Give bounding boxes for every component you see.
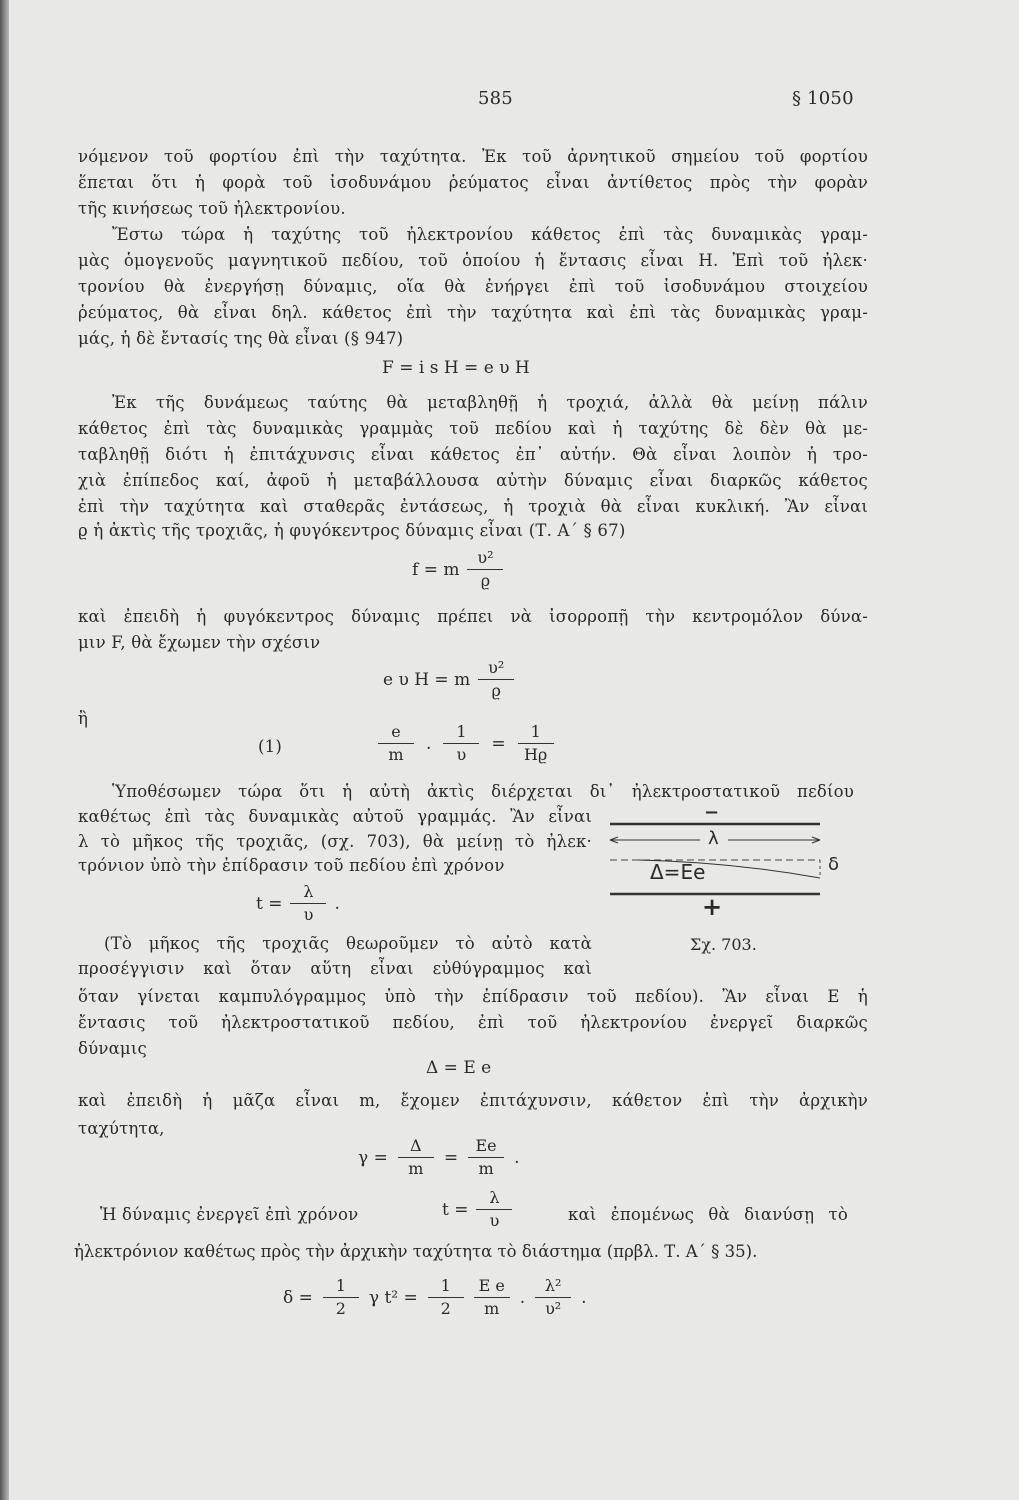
equals: = <box>491 733 506 754</box>
fraction-num: 1 <box>456 722 467 741</box>
delta-mid: γ t² = <box>368 1287 418 1308</box>
text-line: μάς, ἡ δὲ ἔντασίς της θὰ εἶναι (§ 947) <box>78 329 404 348</box>
dot: . <box>334 893 340 914</box>
fraction-num: 1 <box>530 722 541 741</box>
text-line: δύναμις <box>78 1039 147 1058</box>
text-line: ταχύτητα, <box>78 1119 165 1138</box>
t-lhs: t = <box>256 893 283 914</box>
text-line: τῆς κινήσεως τοῦ ἠλεκτρονίου. <box>78 199 346 218</box>
formula-gamma <box>358 1136 519 1179</box>
formula-1 <box>378 722 554 765</box>
text-line: τρόνιον ὑπὸ τὴν ἐπίδρασιν τοῦ πεδίου ἐπὶ χρόνον <box>78 856 505 875</box>
text-line: Ἔστω τώρα ἡ ταχύτης τοῦ ἠλεκτρονίου κάθετος ἐπὶ τὰς δυναμικὰς γραμ- <box>112 225 868 244</box>
dot: . <box>426 733 432 754</box>
f-lhs: f = m <box>412 559 460 580</box>
fraction-den: ϱ <box>467 569 503 591</box>
formula-delta: Δ = E e <box>426 1058 492 1078</box>
text-line: ἔντασις τοῦ ἠλεκτροστατικοῦ πεδίου, ἐπὶ τοῦ ἠλεκτρονίου ἐνεργεῖ διαρκῶς <box>78 1013 868 1032</box>
fraction-num: 1 <box>335 1276 346 1295</box>
text-line: Ἐκ τῆς δυνάμεως ταύτης θὰ μεταβληθῇ ἡ τροχιά, ἀλλὰ θὰ μείνῃ πάλιν <box>112 393 868 412</box>
text-line: Ὑποθέσωμεν τώρα ὅτι ἡ αὐτὴ ἀκτὶς διέρχεται δι᾽ ἠλεκτροστατικοῦ πεδίου <box>112 782 854 801</box>
fraction-den: m <box>474 1297 510 1319</box>
delta-lhs: δ = <box>283 1287 313 1308</box>
plus-sign: + <box>702 892 723 921</box>
section-number: § 1050 <box>792 88 854 109</box>
fraction-den: m <box>468 1157 504 1179</box>
equals: = <box>443 1147 459 1168</box>
scan-edge <box>0 0 9 1500</box>
text-line: (Τὸ μῆκος τῆς τροχιᾶς θεωροῦμεν τὸ αὐτὸ κατὰ <box>104 934 592 953</box>
text-line: ϱ ἡ ἀκτὶς τῆς τροχιᾶς, ἡ φυγόκεντρος δύναμις εἶναι (Τ. Α΄ § 67) <box>78 521 626 540</box>
text-line: μὰς ὁμογενοῦς μαγνητικοῦ πεδίου, τοῦ ὁποίου ἡ ἔντασις εἶναι H. Ἐπὶ τοῦ ἠλεκ· <box>78 251 868 270</box>
text-line: προσέγγισιν καὶ ὅταν αὕτη εἶναι εὐθύγραμμος καὶ <box>78 959 592 978</box>
dot: . <box>519 1287 526 1308</box>
fraction-num: Δ <box>410 1136 422 1155</box>
fraction-den: 2 <box>428 1297 464 1319</box>
fraction-den: ϱ <box>478 679 514 701</box>
fraction-num: E e <box>478 1276 505 1295</box>
formula-euH <box>383 658 514 701</box>
fraction-den: m <box>378 743 414 765</box>
text-line: ἢ <box>78 709 89 728</box>
text-line: μιν F, θὰ ἔχωμεν τὴν σχέσιν <box>78 633 321 652</box>
fraction-den: Hϱ <box>518 743 554 765</box>
force-label: Δ=Ee <box>650 860 706 884</box>
page-number: 585 <box>478 88 513 109</box>
text-line: χιὰ ἐπίπεδος καί, ἀφοῦ ἡ μεταβάλλουσα αὐτὴν δύναμις εἶναι διαρκῶς κάθετος <box>78 471 868 490</box>
dot: . <box>581 1287 587 1308</box>
text-line: καὶ ἐπειδὴ ἡ μᾶζα εἶναι m, ἔχομεν ἐπιτάχυνσιν, κάθετον ἐπὶ τὴν ἀρχικὴν <box>78 1091 868 1110</box>
fraction-den: υ <box>443 743 479 765</box>
formula-delta-displacement <box>283 1276 587 1319</box>
fraction-den: m <box>398 1157 434 1179</box>
fraction-den: 2 <box>323 1297 359 1319</box>
text-line: ἐπὶ τὴν ταχύτητα καὶ σταθερᾶς ἐντάσεως, ἡ τροχιὰ θὰ εἶναι κυκλική. Ἂν εἶναι <box>78 497 868 516</box>
delta-label: δ <box>828 854 840 875</box>
text-line: τρονίου θὰ ἐνεργήσῃ δύναμις, οἵα θὰ ἐνήργει ἐπὶ τοῦ ἰσοδυνάμου στοιχείου <box>78 277 868 296</box>
text-line: καὶ ἐπειδὴ ἡ φυγόκεντρος δύναμις πρέπει νὰ ἰσορροπῇ τὴν κεντρομόλον δύνα- <box>78 607 868 626</box>
text-line: καθέτως ἐπὶ τὰς δυναμικὰς αὐτοῦ γραμμάς. Ἂν εἶναι <box>78 807 592 826</box>
text-line: καὶ ἐπομένως θὰ διανύσῃ τὸ <box>568 1205 848 1224</box>
text-line: κάθετος ἐπὶ τὰς δυναμικὰς γραμμὰς τοῦ πεδίου καὶ ἡ ταχύτης δὲ δὲν θὰ με- <box>78 419 868 438</box>
fraction-num: υ² <box>477 548 494 567</box>
fraction-num: 1 <box>440 1276 451 1295</box>
fraction-den: υ² <box>535 1297 571 1319</box>
t-lhs: t = <box>442 1199 469 1220</box>
text-line: ῥεύματος, θὰ εἶναι δηλ. κάθετος ἐπὶ τὴν ταχύτητα καὶ ἐπὶ τὰς δυναμικὰς γραμ- <box>78 303 868 322</box>
fraction-num: λ <box>303 882 314 901</box>
text-line: Ἡ δύναμις ἐνεργεῖ ἐπὶ χρόνον <box>100 1205 359 1224</box>
fraction-num: Ee <box>475 1136 497 1155</box>
formula-t <box>256 882 340 925</box>
lambda-label: λ <box>708 828 719 849</box>
text-line: λ τὸ μῆκος τῆς τροχιᾶς, (σχ. 703), θὰ μείνῃ τὸ ἠλεκ· <box>78 832 592 851</box>
text-line: ὅταν γίνεται καμπυλόγραμμος ὑπὸ τὴν ἐπίδρασιν τοῦ πεδίου). Ἂν εἶναι E ἡ <box>78 987 868 1006</box>
text-line: ἠλεκτρόνιον καθέτως πρὸς τὴν ἀρχικὴν ταχύτητα τὸ διάστημα (πρβλ. Τ. Α΄ § 35). <box>74 1242 758 1261</box>
fraction-num: λ <box>489 1188 500 1207</box>
fraction-den: υ <box>290 903 326 925</box>
minus-sign: − <box>704 802 720 823</box>
text-line: ταβληθῇ διότι ἡ ἐπιτάχυνσις εἶναι κάθετος ἐπ᾽ αὐτήν. Θὰ εἶναι λοιπὸν ἡ τρο- <box>78 445 868 464</box>
formula-t2 <box>442 1188 512 1231</box>
figure-703 <box>600 800 870 960</box>
fraction-num: υ² <box>488 658 505 677</box>
gamma-lhs: γ = <box>358 1147 388 1168</box>
equation-label: (1) <box>258 737 282 756</box>
figure-caption: Σχ. 703. <box>690 935 757 954</box>
fraction-num: e <box>391 722 401 741</box>
text-line: ἕπεται ὅτι ἡ φορὰ τοῦ ἰσοδυνάμου ῥεύματος εἶναι ἀντίθετος πρὸς τὴν φορὰν <box>78 173 868 192</box>
fraction-num: λ² <box>544 1276 562 1295</box>
formula-centrifugal <box>412 548 503 591</box>
fraction-den: υ <box>476 1209 512 1231</box>
euh-lhs: e υ H = m <box>383 669 471 690</box>
dot: . <box>514 1147 520 1168</box>
formula-F: F = i s H = e υ H <box>382 358 530 378</box>
text-line: νόμενον τοῦ φορτίου ἐπὶ τὴν ταχύτητα. Ἐκ τοῦ ἀρνητικοῦ σημείου τοῦ φορτίου <box>78 147 868 166</box>
